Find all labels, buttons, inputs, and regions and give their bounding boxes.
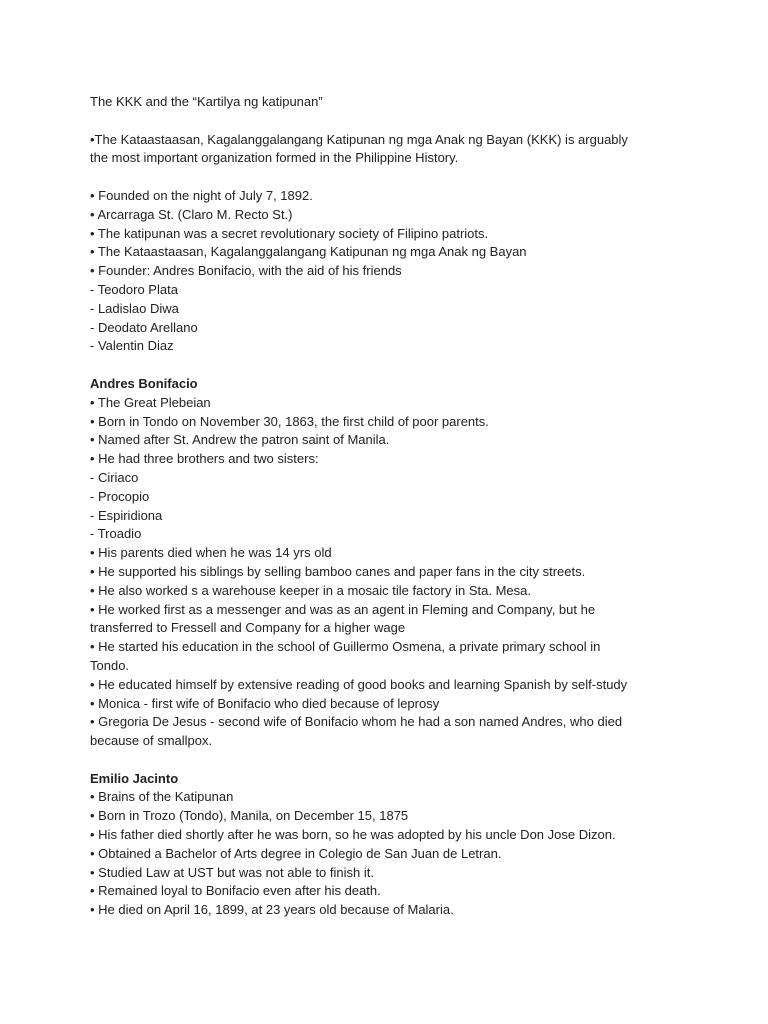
list-item: • Monica - first wife of Bonifacio who died because of leprosy	[90, 695, 440, 711]
list-item: • Founder: Andres Bonifacio, with the aid of his friends	[90, 263, 402, 279]
list-item: - Procopio	[90, 488, 150, 504]
list-item: • Studied Law at UST but was not able to finish it.	[90, 864, 374, 880]
list-item: • He worked first as a messenger and was as an agent in Fleming and Company, but he	[90, 601, 596, 617]
spacer	[90, 356, 690, 375]
list-item: - Teodoro Plata	[90, 281, 178, 297]
section-heading-jacinto: Emilio Jacinto	[90, 770, 179, 786]
list-item: • He died on April 16, 1899, at 23 years old because of Malaria.	[90, 902, 454, 918]
list-item: transferred to Fressell and Company for a higher wage	[90, 620, 406, 636]
list-item: • Founded on the night of July 7, 1892.	[90, 187, 313, 203]
list-item: because of smallpox.	[90, 733, 213, 749]
list-item: • He had three brothers and two sisters:	[90, 451, 319, 467]
list-item: - Ciriaco	[90, 469, 139, 485]
spacer	[90, 168, 690, 187]
list-item: • Arcarraga St. (Claro M. Recto St.)	[90, 206, 293, 222]
intro-paragraph	[90, 131, 690, 169]
list-item: - Troadio	[90, 526, 142, 542]
jacinto-section	[90, 770, 690, 920]
list-item: • His father died shortly after he was born, so he was adopted by his uncle Don Jose Dizon.	[90, 827, 616, 843]
list-item: • The Great Plebeian	[90, 394, 211, 410]
list-item: • Obtained a Bachelor of Arts degree in Colegio de San Juan de Letran.	[90, 845, 502, 861]
list-item: • Born in Tondo on November 30, 1863, the first child of poor parents.	[90, 413, 489, 429]
list-item: - Valentin Diaz	[90, 338, 174, 354]
bonifacio-section	[90, 375, 690, 751]
list-item: • The katipunan was a secret revolutionary society of Filipino patriots.	[90, 225, 489, 241]
list-item: - Espiridiona	[90, 507, 163, 523]
list-item: - Deodato Arellano	[90, 319, 198, 335]
spacer	[90, 751, 690, 770]
document-page	[90, 93, 690, 920]
section-heading-bonifacio: Andres Bonifacio	[90, 375, 198, 391]
list-item: • His parents died when he was 14 yrs old	[90, 545, 332, 561]
list-item: - Ladislao Diwa	[90, 300, 179, 316]
list-item: • Born in Trozo (Tondo), Manila, on December 15, 1875	[90, 808, 409, 824]
intro-line: the most important organization formed in the Philippine History.	[90, 150, 459, 166]
list-item: • He supported his siblings by selling bamboo canes and paper fans in the city streets.	[90, 563, 586, 579]
list-item: • He started his education in the school of Guillermo Osmena, a private primary school in	[90, 639, 601, 655]
list-item: • He also worked s a warehouse keeper in a mosaic tile factory in Sta. Mesa.	[90, 582, 531, 598]
list-item: • Brains of the Katipunan	[90, 789, 234, 805]
spacer	[90, 112, 690, 131]
list-item: • Named after St. Andrew the patron saint of Manila.	[90, 432, 390, 448]
kkk-points-list	[90, 187, 690, 356]
list-item: • He educated himself by extensive reading of good books and learning Spanish by self-study	[90, 676, 628, 692]
document-title: The KKK and the “Kartilya ng katipunan”	[90, 94, 323, 109]
list-item: • Remained loyal to Bonifacio even after his death.	[90, 883, 381, 899]
list-item: • Gregoria De Jesus - second wife of Bonifacio whom he had a son named Andres, who died	[90, 714, 623, 730]
intro-line: •The Kataastaasan, Kagalanggalangang Katipunan ng mga Anak ng Bayan (KKK) is arguably	[90, 131, 628, 147]
list-item: Tondo.	[90, 657, 130, 673]
list-item: • The Kataastaasan, Kagalanggalangang Katipunan ng mga Anak ng Bayan	[90, 244, 527, 260]
